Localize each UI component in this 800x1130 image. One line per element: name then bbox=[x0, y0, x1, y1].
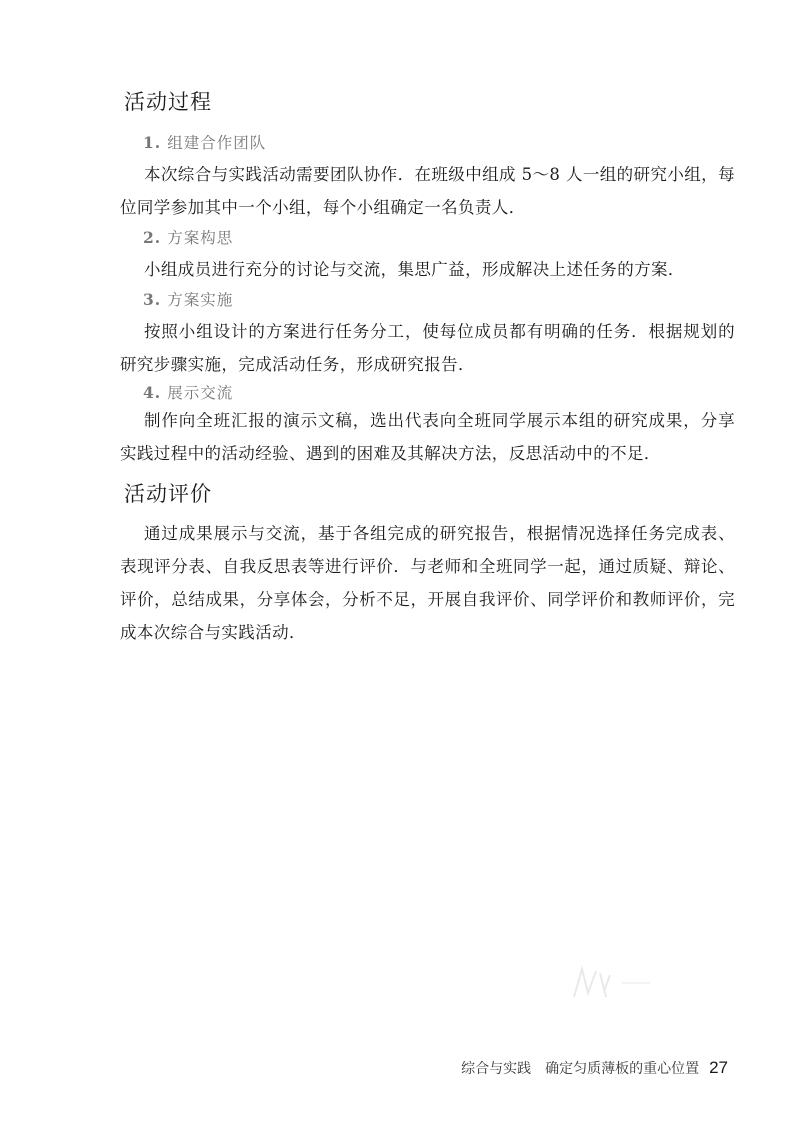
page-footer bbox=[461, 1058, 728, 1078]
step-heading-4 bbox=[143, 381, 233, 403]
step-heading-2 bbox=[143, 226, 233, 248]
step-number: 4. bbox=[143, 383, 162, 402]
step-paragraph-2: 小组成员进行充分的讨论与交流，集思广益，形成解决上述任务的方案． bbox=[144, 260, 685, 279]
step-heading-1 bbox=[143, 131, 266, 153]
step-paragraph-1: 本次综合与实践活动需要团队协作．在班级中组成 5～8 人一组的研究小组，每位同学参加其中一个小组，每个小组确定一名负责人． bbox=[120, 165, 735, 217]
step-paragraph-3: 按照小组设计的方案进行任务分工，使每位成员都有明确的任务．根据规划的研究步骤实施，完成活动任务，形成研究报告． bbox=[120, 322, 735, 374]
section-title-process: 活动过程 bbox=[124, 90, 212, 114]
step-heading-label: 方案实施 bbox=[167, 291, 234, 309]
watermark-logo-icon bbox=[566, 963, 656, 1003]
step-number: 1. bbox=[143, 133, 162, 152]
step-heading-label: 展示交流 bbox=[167, 384, 234, 402]
step-heading-label: 方案构思 bbox=[167, 229, 234, 247]
step-number: 2. bbox=[143, 228, 162, 247]
step-paragraph-4: 制作向全班汇报的演示文稿，选出代表向全班同学展示本组的研究成果，分享实践过程中的活动经验、遇到的困难及其解决方法，反思活动中的不足． bbox=[120, 411, 735, 463]
page-number: 27 bbox=[709, 1058, 728, 1077]
step-heading-3 bbox=[143, 288, 233, 310]
evaluation-paragraph: 通过成果展示与交流，基于各组完成的研究报告，根据情况选择任务完成表、表现评分表、自我反思表等进行评价．与老师和全班同学一起，通过质疑、辩论、评价，总结成果，分享体会，分析不足，开展自我评价、同学评价和教师评价，完成本次综合与实践活动． bbox=[120, 524, 735, 642]
section-title-evaluation: 活动评价 bbox=[124, 482, 212, 506]
step-number: 3. bbox=[143, 290, 162, 309]
footer-book-title: 综合与实践 bbox=[461, 1061, 532, 1077]
step-heading-label: 组建合作团队 bbox=[167, 134, 267, 152]
footer-chapter-title: 确定匀质薄板的重心位置 bbox=[545, 1061, 700, 1077]
